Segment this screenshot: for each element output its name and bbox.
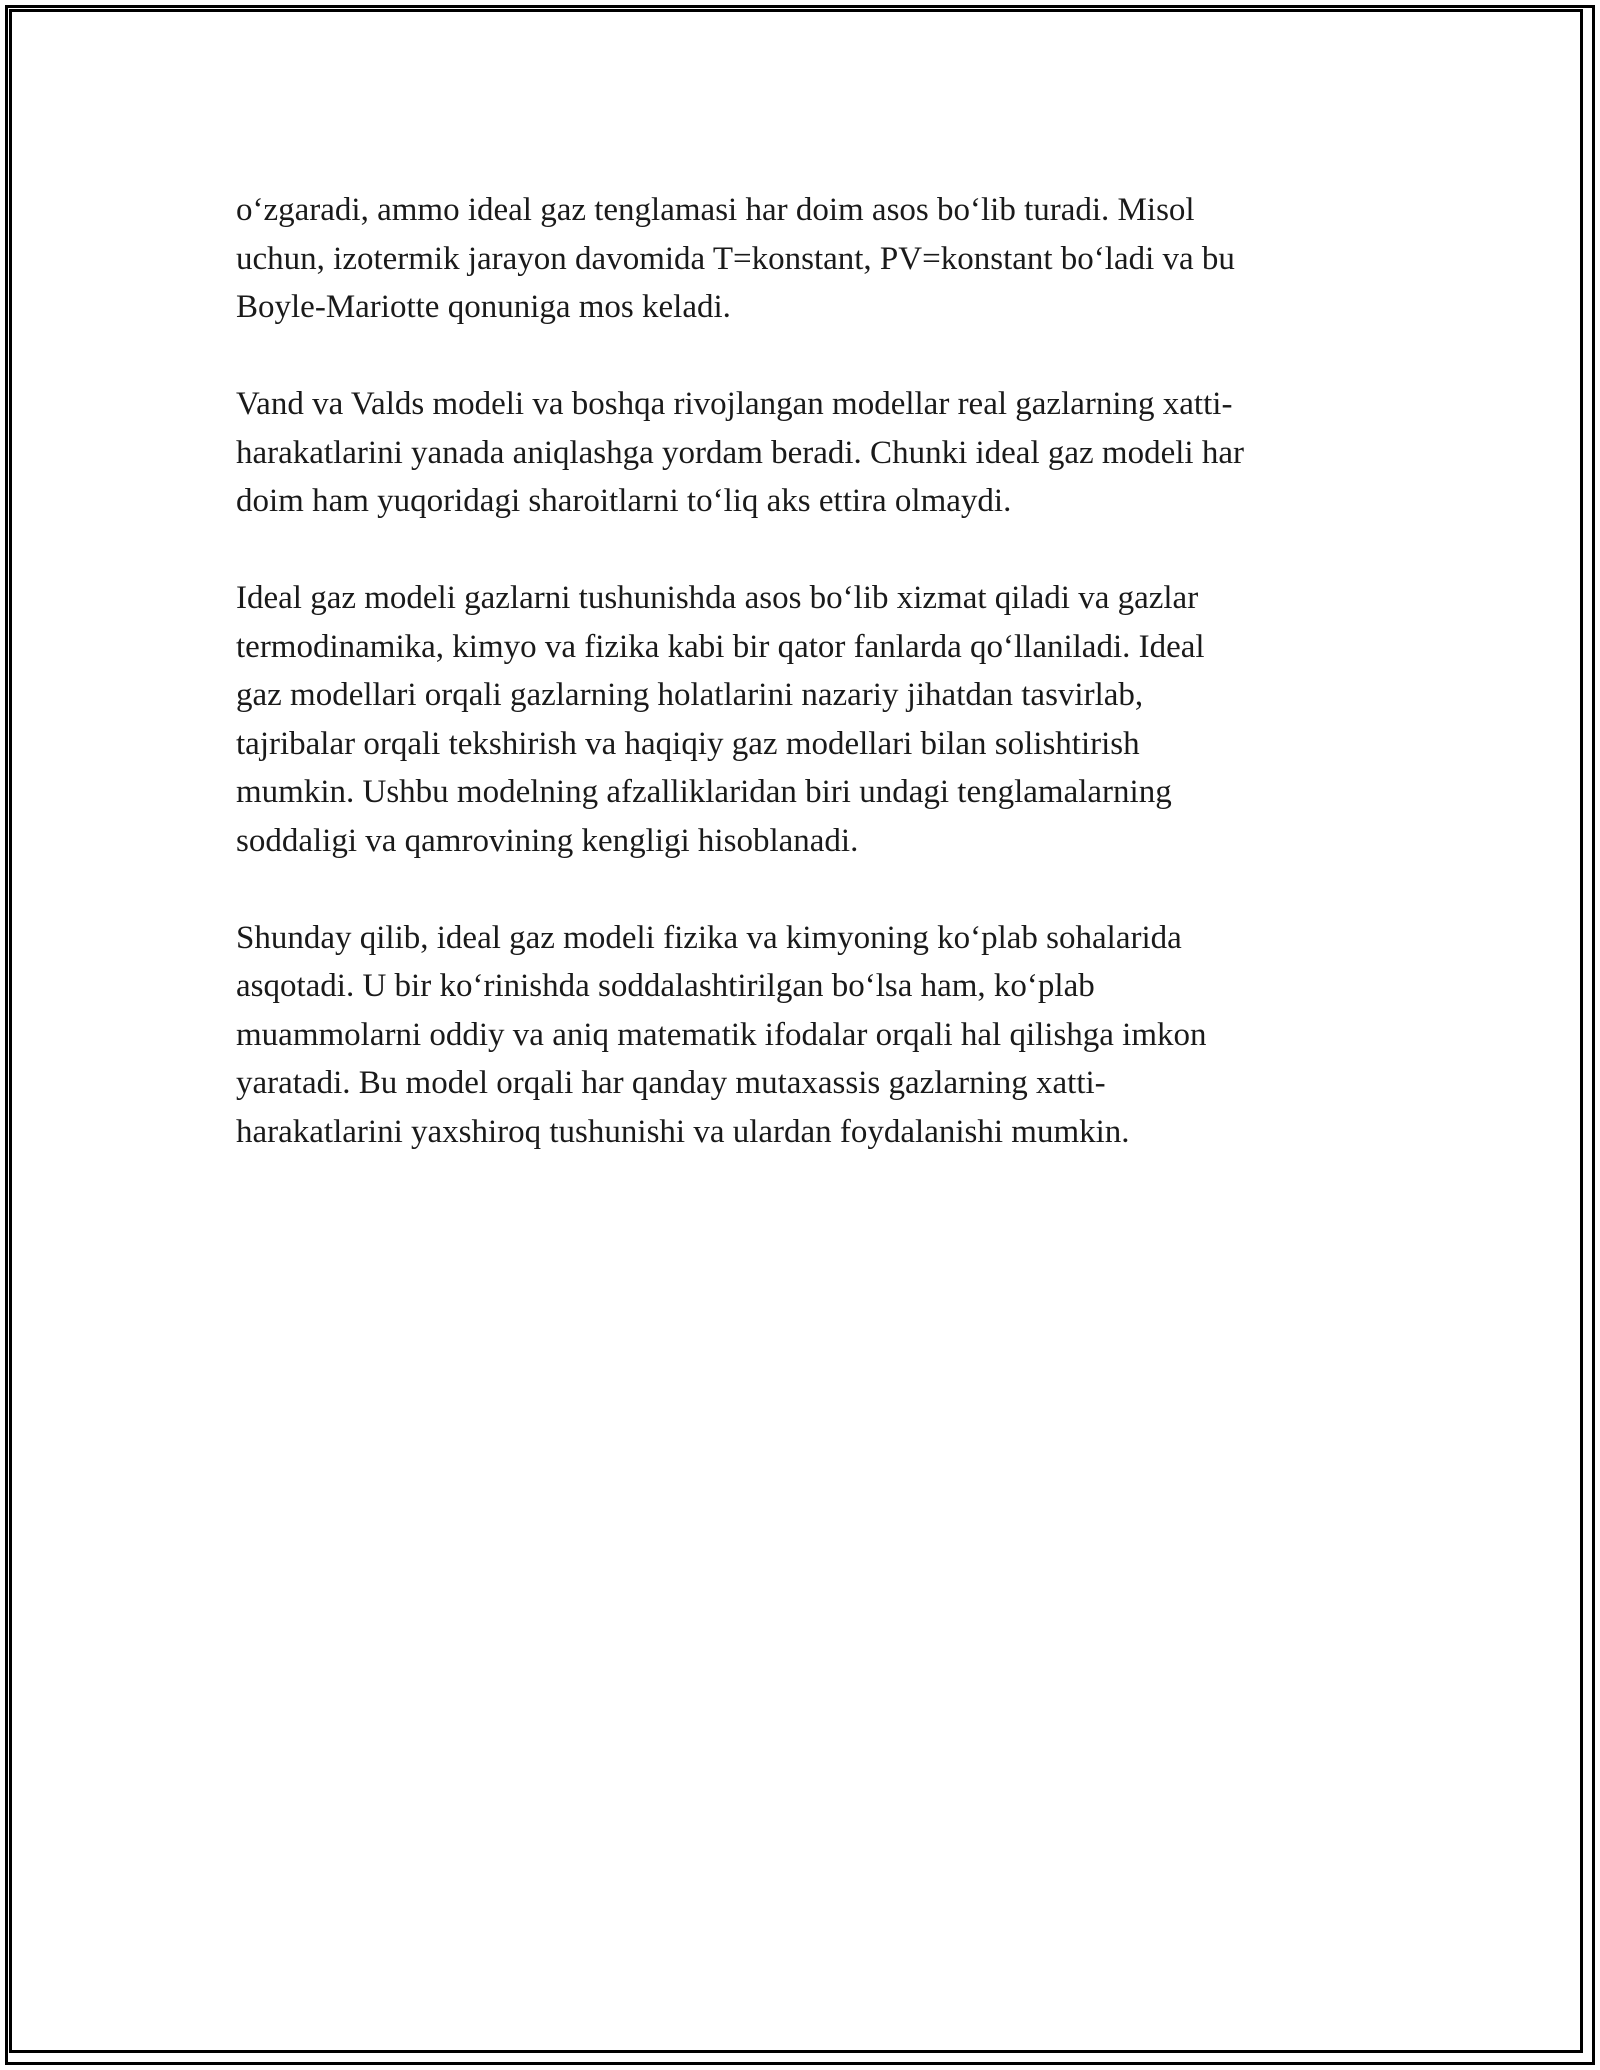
paragraph-2 xyxy=(236,380,1366,526)
text-line: uchun, izotermik jarayon davomida T=konstant, PV=konstant bo‘ladi va bu xyxy=(236,240,1235,277)
text-line: yaratadi. Bu model orqali har qanday mutaxassis gazlarning xatti- xyxy=(236,1065,1106,1101)
text-line: tajribalar orqali tekshirish va haqiqiy gaz modellari bilan solishtirish xyxy=(236,725,1140,762)
text-line: mumkin. Ushbu modelning afzalliklaridan biri undagi tenglamalarning xyxy=(236,774,1172,810)
text-line: gaz modellari orqali gazlarning holatlarini nazariy jihatdan tasvirlab, xyxy=(236,677,1144,713)
text-line: soddaligi va qamrovining kengligi hisoblanadi. xyxy=(236,822,859,859)
text-line: harakatlarini yaxshiroq tushunishi va ulardan foydalanishi mumkin. xyxy=(236,1113,1130,1150)
paragraph-4 xyxy=(236,914,1366,1157)
text-line: muammolarni oddiy va aniq matematik ifodalar orqali hal qilishga imkon xyxy=(236,1016,1207,1053)
text-line: harakatlarini yanada aniqlashga yordam beradi. Chunki ideal gaz modeli har xyxy=(236,434,1244,471)
text-line: Vand va Valds modeli va boshqa rivojlangan modellar real gazlarning xatti- xyxy=(236,386,1233,422)
paragraph-3 xyxy=(236,574,1366,865)
text-line: asqotadi. U bir ko‘rinishda soddalashtirilgan bo‘lsa ham, ko‘plab xyxy=(236,968,1095,1004)
text-line: termodinamika, kimyo va fizika kabi bir qator fanlarda qo‘llaniladi. Ideal xyxy=(236,628,1205,665)
paragraph-1 xyxy=(236,186,1366,332)
text-line: doim ham yuqoridagi sharoitlarni to‘liq aks ettira olmaydi. xyxy=(236,483,1012,519)
text-line: Shunday qilib, ideal gaz modeli fizika va kimyoning ko‘plab sohalarida xyxy=(236,919,1182,956)
text-line: Ideal gaz modeli gazlarni tushunishda asos bo‘lib xizmat qiladi va gazlar xyxy=(236,580,1199,616)
text-line: o‘zgaradi, ammo ideal gaz tenglamasi har doim asos bo‘lib turadi. Misol xyxy=(236,192,1195,228)
text-line: Boyle-Mariotte qonuniga mos keladi. xyxy=(236,289,731,325)
document-body xyxy=(236,186,1366,1205)
